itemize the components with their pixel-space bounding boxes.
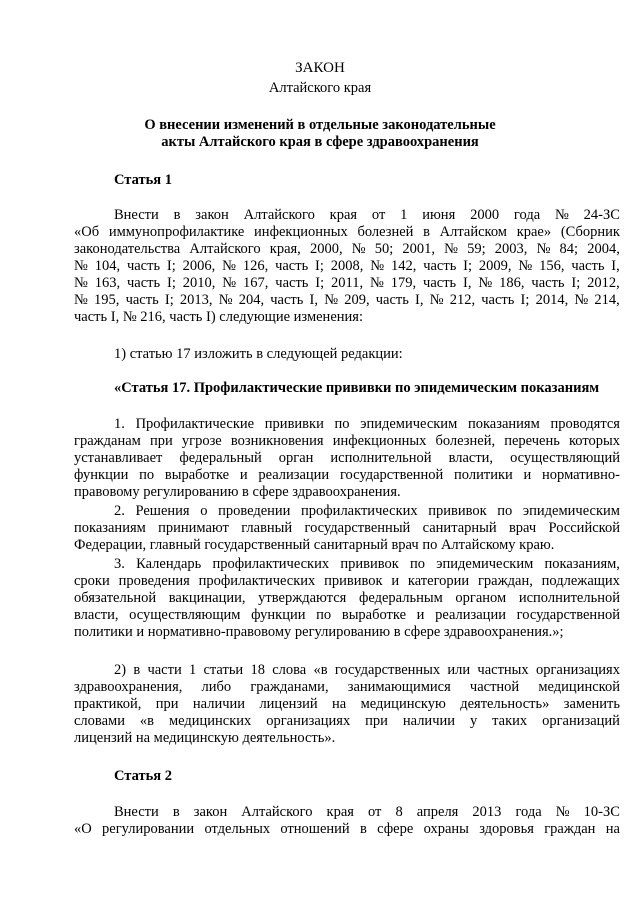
word: I; — [520, 292, 530, 308]
word: края — [326, 804, 354, 820]
word: показаниям — [467, 416, 540, 432]
word: статьи — [203, 662, 244, 678]
word: эпидемическим — [360, 416, 458, 432]
word: 2014, — [535, 292, 569, 308]
word: 142, — [390, 258, 417, 274]
word: 186, — [499, 275, 525, 291]
word: 2008, — [330, 258, 364, 274]
word: края, — [269, 241, 301, 257]
word: № — [370, 275, 384, 291]
word: часть — [125, 292, 159, 308]
word: № — [324, 292, 339, 308]
quoted-paragraph-1-line — [114, 416, 620, 433]
word: выработке — [164, 467, 230, 483]
word: Алтайского — [243, 207, 315, 223]
word: «О — [74, 821, 92, 837]
word: гражданам — [74, 433, 141, 449]
word: I, — [309, 292, 319, 308]
word: 156, — [539, 258, 565, 274]
quoted-paragraph-3-line — [114, 556, 620, 573]
word: 167, — [243, 275, 269, 291]
word: реализации — [435, 607, 506, 623]
word: «в — [139, 713, 154, 729]
word: № — [429, 292, 444, 308]
word: государственный — [304, 520, 411, 536]
word: профилактических — [212, 556, 330, 572]
word: I; — [167, 275, 176, 291]
quoted-paragraph-2-line — [74, 520, 620, 537]
quoted-paragraph-1-line: правовому регулированию в сфере здравоохранения. — [74, 484, 401, 500]
quoted-paragraph-1-line — [74, 450, 620, 467]
word: часть — [571, 258, 605, 274]
word: 2013, — [179, 292, 213, 308]
word: часть — [275, 258, 309, 274]
word: часть — [423, 258, 457, 274]
quoted-article-17-heading: «Статья 17. Профилактические прививки по эпидемическим показаниям — [114, 380, 600, 396]
document-title-line-1: О внесении изменений в отдельные законодательные — [144, 117, 496, 133]
word: при — [155, 696, 179, 712]
word: здравоохранения, — [74, 679, 183, 695]
word: инфекционных — [332, 433, 427, 449]
word: «в — [313, 662, 328, 678]
word: крае» — [516, 224, 552, 240]
word: 8 — [395, 804, 403, 820]
word: в — [173, 207, 181, 223]
word: политики — [454, 467, 513, 483]
word: № — [555, 804, 570, 820]
quoted-paragraph-3-line: политики и нормативно-правовому регулированию в сфере здравоохранения.»; — [74, 624, 564, 640]
word: практикой, — [74, 696, 142, 712]
word: показаниям, — [544, 556, 620, 572]
word: государственной — [516, 607, 620, 623]
word: эпидемическим — [436, 556, 534, 572]
word: Алтайского — [241, 804, 313, 820]
word: № — [536, 241, 551, 257]
word: 2004, — [587, 241, 620, 257]
word: возникновения — [230, 433, 324, 449]
word: по — [316, 607, 332, 623]
article-1-text-line — [74, 292, 620, 309]
word: медицинской — [538, 679, 620, 695]
word: законодательства — [74, 241, 181, 257]
word: Календарь — [136, 556, 202, 572]
word: и — [416, 607, 425, 623]
word: 10-ЗС — [583, 804, 620, 820]
word: 59; — [467, 241, 486, 257]
word: организациях — [535, 662, 620, 678]
word: федеральный — [179, 450, 262, 466]
word: № — [518, 258, 533, 274]
word: сфере — [377, 821, 414, 837]
word: прививок — [428, 503, 487, 519]
word: деятельность» — [460, 696, 550, 712]
word: органом — [455, 590, 507, 606]
word: 84; — [559, 241, 579, 257]
word: наличии — [192, 696, 246, 712]
word: в — [133, 662, 141, 678]
word: Алтайского — [189, 241, 261, 257]
word: категории — [407, 573, 470, 589]
word: в — [423, 224, 430, 240]
word: 1 — [188, 662, 197, 678]
word: и — [391, 573, 400, 589]
word: № — [74, 275, 88, 291]
word: 50; — [374, 241, 394, 257]
word: медицинских — [168, 713, 252, 729]
word: 2011, — [331, 275, 364, 291]
word: 2. — [114, 503, 125, 519]
word: прививок — [340, 556, 399, 572]
word: 2003, — [494, 241, 528, 257]
word: 18 — [250, 662, 265, 678]
word: I, — [415, 292, 424, 308]
word: прививки — [264, 416, 324, 432]
word: № — [574, 292, 589, 308]
word: на — [332, 696, 347, 712]
word: функции — [74, 467, 129, 483]
word: частных — [477, 662, 529, 678]
word: 195, — [94, 292, 120, 308]
word: главный — [241, 520, 293, 536]
word: 2010, — [182, 275, 216, 291]
word: либо — [201, 679, 232, 695]
document-title-line-2: акты Алтайского края в сфере здравоохранения — [161, 134, 479, 150]
article-1-item-2-line — [74, 713, 620, 730]
word: перечень — [504, 433, 560, 449]
word: часть — [531, 275, 565, 291]
word: I, — [463, 275, 472, 291]
word: «Об — [74, 224, 100, 240]
quoted-paragraph-3-line — [74, 590, 620, 607]
word: № — [222, 258, 236, 274]
word: часть — [423, 275, 457, 291]
word: № — [444, 241, 458, 257]
word: лицензий — [259, 696, 318, 712]
word: части — [147, 662, 182, 678]
word: часть — [375, 292, 409, 308]
word: № — [218, 292, 233, 308]
word: 163, — [94, 275, 121, 291]
word: № — [351, 241, 366, 257]
quoted-paragraph-2-line: Федерации, главный государственный санитарный врач по Алтайскому краю. — [74, 537, 555, 553]
word: организациях — [266, 713, 351, 729]
word: нормативно- — [542, 467, 620, 483]
word: медицинскую — [360, 696, 446, 712]
word: инфекционных — [254, 224, 348, 240]
word: по — [334, 416, 350, 432]
quoted-paragraph-3-line — [74, 573, 620, 590]
word: устанавливает — [74, 450, 163, 466]
word: принимают — [158, 520, 229, 536]
word: болезней, — [435, 433, 496, 449]
word: функции — [251, 607, 306, 623]
article-1-text-line — [74, 275, 620, 292]
word: слова — [272, 662, 307, 678]
word: здоровья — [479, 821, 534, 837]
word: 126, — [242, 258, 269, 274]
word: 2006, — [182, 258, 216, 274]
word: года — [513, 207, 541, 223]
word: регулировании — [102, 821, 195, 837]
quoted-paragraph-2-line — [114, 503, 620, 520]
word: орган — [278, 450, 314, 466]
article-2-text-line — [74, 821, 620, 838]
word: по — [139, 467, 155, 483]
word: заменить — [563, 696, 620, 712]
word: профилактических — [301, 503, 418, 519]
word: 1 — [400, 207, 408, 223]
quoted-paragraph-1-line — [74, 467, 620, 484]
word: Профилактические — [135, 416, 255, 432]
word: вакцинации, — [168, 590, 246, 606]
word: таких — [492, 713, 528, 729]
word: осуществляющим — [129, 607, 241, 623]
word: проводятся — [550, 416, 620, 432]
word: о — [200, 503, 208, 519]
word: июня — [422, 207, 456, 223]
word: показаниям — [74, 520, 146, 536]
word: наличии — [402, 713, 456, 729]
word: Решения — [135, 503, 190, 519]
word: № — [74, 292, 88, 308]
word: закон — [195, 207, 229, 223]
word: 2001, — [402, 241, 435, 257]
word: Внести — [114, 207, 159, 223]
article-1-item-2-line — [114, 662, 620, 679]
word: утверждаются — [258, 590, 347, 606]
word: закон — [193, 804, 228, 820]
word: 24-ЗС — [583, 207, 620, 223]
article-2-heading: Статья 2 — [114, 768, 172, 784]
word: при — [149, 433, 173, 449]
word: или — [447, 662, 471, 678]
article-1-text-line — [114, 207, 620, 224]
article-1-text-line — [74, 224, 620, 241]
word: I; — [164, 292, 174, 308]
quoted-paragraph-3-line — [74, 607, 620, 624]
word: угрозе — [181, 433, 222, 449]
word: 209, — [344, 292, 370, 308]
word: которых — [568, 433, 620, 449]
article-1-item-2-line — [74, 679, 620, 696]
word: выработке — [341, 607, 407, 623]
word: обязательной — [74, 590, 157, 606]
word: Российской — [548, 520, 620, 536]
word: у — [469, 713, 478, 729]
word: словами — [74, 713, 125, 729]
word: и — [239, 467, 248, 483]
word: исполнительной — [518, 590, 620, 606]
word: 104, — [94, 258, 121, 274]
word: 2000, — [309, 241, 343, 257]
word: отдельных — [204, 821, 271, 837]
word: (Сборник — [560, 224, 620, 240]
word: в — [172, 804, 180, 820]
article-1-text-line — [74, 241, 620, 258]
word: от — [368, 804, 382, 820]
word: сроки — [74, 573, 110, 589]
word: при — [365, 713, 388, 729]
word: часть — [275, 275, 309, 291]
word: исполнительной — [330, 450, 432, 466]
word: 2012, — [587, 275, 620, 291]
word: частной — [469, 679, 520, 695]
word: I, — [611, 258, 620, 274]
article-2-text-line — [114, 804, 620, 821]
word: № — [74, 258, 88, 274]
word: 3. — [114, 556, 125, 572]
word: профилактических — [198, 573, 316, 589]
word: I; — [315, 275, 325, 291]
word: иммунопрофилактике — [108, 224, 245, 240]
word: часть — [126, 258, 161, 274]
word: 2000 — [470, 207, 500, 223]
word: подлежащих — [541, 573, 620, 589]
word: 2009, — [478, 258, 512, 274]
word: по — [410, 556, 426, 572]
word: апреля — [416, 804, 459, 820]
article-1-item-2-line — [74, 696, 620, 713]
word: № — [554, 207, 569, 223]
word: 2) — [114, 662, 127, 678]
article-1-heading: Статья 1 — [114, 172, 172, 188]
word: года — [515, 804, 542, 820]
word: Внести — [114, 804, 159, 820]
word: I; — [315, 258, 324, 274]
article-1-item-1: 1) статью 17 изложить в следующей редакции: — [114, 346, 403, 362]
word: осуществляющий — [510, 450, 620, 466]
word: санитарный — [422, 520, 497, 536]
word: государственных — [334, 662, 441, 678]
word: Алтайском — [439, 224, 507, 240]
word: часть — [481, 292, 515, 308]
word: проведения — [118, 573, 190, 589]
word: края — [329, 207, 358, 223]
word: 1. — [114, 416, 125, 432]
word: по — [497, 503, 513, 519]
word: эпидемическим — [522, 503, 620, 519]
word: отношений — [280, 821, 350, 837]
word: граждан, — [477, 573, 533, 589]
word: граждан — [544, 821, 596, 837]
article-1-text-line: часть I, № 216, часть I) следующие изменения: — [74, 309, 363, 325]
word: государственной — [339, 467, 444, 483]
word: федеральным — [358, 590, 443, 606]
word: гражданами, — [250, 679, 329, 695]
word: 214, — [594, 292, 620, 308]
document-region: Алтайского края — [268, 80, 372, 96]
word: № — [370, 258, 385, 274]
quoted-paragraph-1-line — [74, 433, 620, 450]
word: 204, — [238, 292, 265, 308]
word: и — [523, 467, 532, 483]
word: власти, — [448, 450, 494, 466]
article-1-text-line — [74, 258, 620, 275]
word: в — [359, 821, 367, 837]
word: организаций — [542, 713, 620, 729]
word: охраны — [423, 821, 469, 837]
word: № — [478, 275, 493, 291]
word: часть — [127, 275, 161, 291]
word: на — [605, 821, 620, 837]
word: I; — [571, 275, 581, 291]
word: 212, — [449, 292, 476, 308]
word: I; — [166, 258, 176, 274]
word: власти, — [74, 607, 119, 623]
word: 179, — [390, 275, 417, 291]
document-type: ЗАКОН — [295, 60, 345, 76]
word: реализации — [258, 467, 330, 483]
word: занимающимися — [347, 679, 451, 695]
word: проведении — [218, 503, 291, 519]
word: № — [222, 275, 237, 291]
article-1-item-2-line: лицензий на медицинскую деятельность». — [74, 730, 336, 746]
word: врач — [508, 520, 537, 536]
word: часть — [270, 292, 304, 308]
word: I; — [463, 258, 473, 274]
word: от — [371, 207, 386, 223]
word: болезней — [357, 224, 414, 240]
word: прививок — [324, 573, 383, 589]
word: 2013 — [472, 804, 502, 820]
